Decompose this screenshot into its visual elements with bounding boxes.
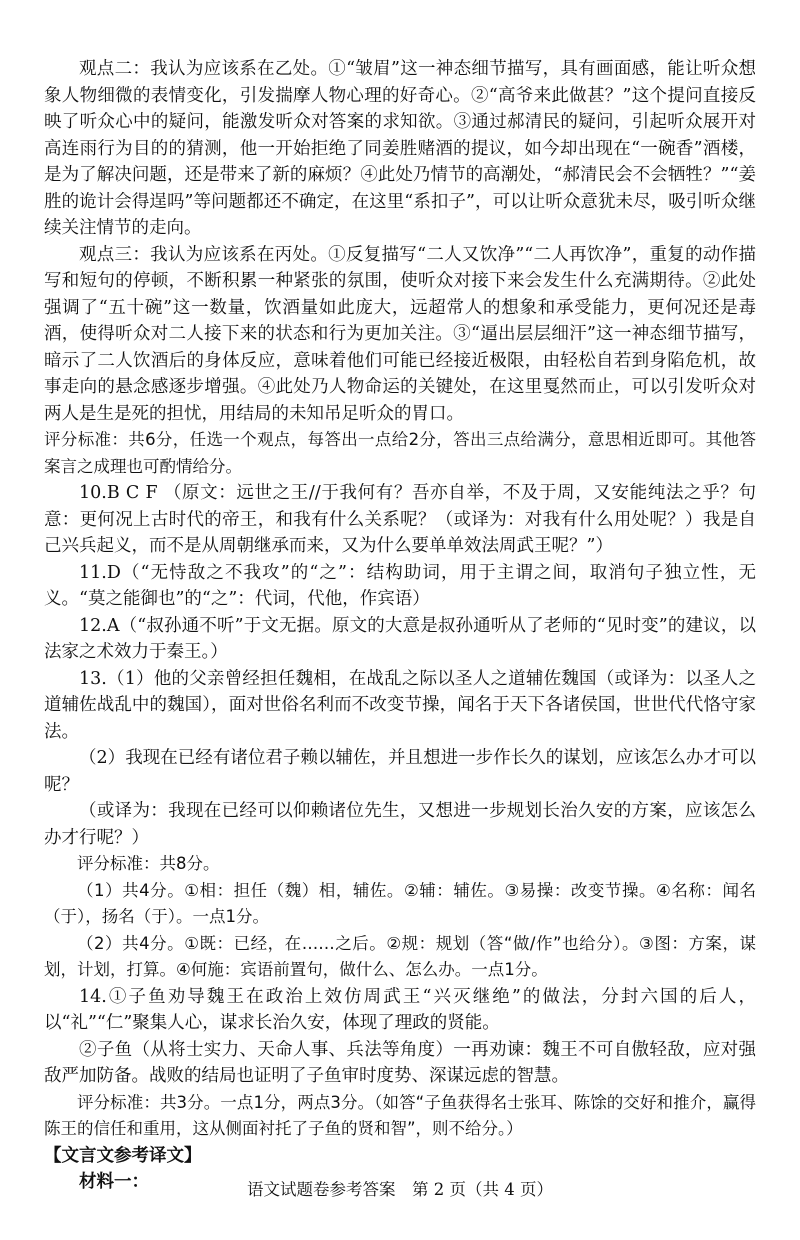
scoring-q13-part2: （2）共4分。①既：已经，在……之后。②规：规划（答“做/作”也给分）。③图：方案，谋划，计划，打算。④何施：宾语前置句，做什么、怎么办。一点1分。 (44, 933, 756, 979)
section-heading-translation: 【文言文参考译文】 (44, 1145, 202, 1166)
answer-q14-point2: ②子鱼（从将士实力、天命人事、兵法等角度）一再劝谏：魏王不可自傲轻敌，应对强敌严加防备。战败的结局也证明了子鱼审时度势、深谋远虑的智慧。 (44, 1039, 756, 1086)
answer-q13-part2-alt: （或译为：我现在已经可以仰赖诸位先生，又想进一步规划长治久安的方案，应该怎么办才行呢？） (44, 801, 756, 848)
scoring-standard-q9: 评分标准：共6分，任选一个观点，每答出一点给2分，答出三点给满分，意思相近即可。其他答案言之成理也可酌情给分。 (44, 430, 756, 476)
answer-q10: 10.B C F （原文：远世之王//于我何有？吾亦自举，不及于周，又安能纯法之乎？句意：更何况上古时代的帝王，和我有什么关系呢？（或译为：对我有什么用处呢？）我是自己兴兵起义，而不是从周朝继承而来，又为什么要单单效法周武王呢？”） (44, 483, 756, 556)
scoring-standard-q13: 评分标准：共8分。 (77, 854, 220, 873)
paragraph-view-3: 观点三：我认为应该系在丙处。①反复描写“二人又饮净”“二人再饮净”，重复的动作描写和短句的停顿，不断积累一种紧张的氛围，使听众对接下来会发生什么充满期待。②此处强调了“五十碗”这一数量，饮酒量如此庞大，远超常人的想象和承受能力，更何况还是毒酒，使得听众对二人接下来的状态和行为更加关注。③“逼出层层细汗”这一神态细节描写，暗示了二人饮酒后的身体反应，意味着他们可能已经接近极限，由轻松自若到身陷危机，故事走向的悬念感逐步增强。④此处乃人物命运的关键处，在这里戛然而止，可以引发听众对两人是生是死的担忧，用结局的未知吊足听众的胃口。 (44, 244, 756, 424)
page-footer: 语文试题卷参考答案 第 2 页（共 4 页） (247, 1180, 553, 1199)
paragraph-view-2: 观点二：我认为应该系在乙处。①“皱眉”这一神态细节描写，具有画面感，能让听众想象人物细微的表情变化，引发揣摩人物心理的好奇心。②“高爷来此做甚？”这个提问直接反映了听众心中的疑问，能激发听众对答案的求知欲。③通过郝清民的疑问，引起听众展开对高连雨行为目的的猜测，他一开始拒绝了同姜胜赌酒的提议，如今却出现在“一碗香”酒楼，是为了解决问题，还是带来了新的麻烦？④此处乃情节的高潮处，“郝清民会不会牺牲？”“姜胜的诡计会得逞吗”等问题都还不确定，在这里“系扣子”，可以让听众意犹未尽，吸引听众继续关注情节的走向。 (44, 59, 756, 238)
scoring-standard-q14: 评分标准：共3分。一点1分，两点3分。（如答“子鱼获得名士张耳、陈馀的交好和推介，赢得陈王的信任和重用，这从侧面衬托了子鱼的贤和智”，则不给分。） (44, 1092, 756, 1138)
scoring-q13-part1: （1）共4分。①相：担任（魏）相，辅佐。②辅：辅佐。③易操：改变节操。④名称：闻名（于），扬名（于）。一点1分。 (44, 880, 756, 926)
answer-q14-point1: 14.①子鱼劝导魏王在政治上效仿周武王“兴灭继绝”的做法，分封六国的后人，以“礼”“仁”聚集人心，谋求长治久安，体现了理政的贤能。 (44, 986, 756, 1033)
answer-q12: 12.A（“叔孙通不听”于文无据。原文的大意是叔孙通听从了老师的“见时变”的建议，以法家之术效力于秦王。） (44, 615, 756, 662)
material-one-heading: 材料一： (79, 1172, 149, 1192)
answer-content (44, 56, 756, 1196)
answer-q13-part1: 13.（1）他的父亲曾经担任魏相，在战乱之际以圣人之道辅佐魏国（或译为：以圣人之道辅佐战乱中的魏国），面对世俗名利而不改变节操，闻名于天下各诸侯国，世世代代恪守家法。 (44, 668, 756, 742)
answer-q11: 11.D（“无恃敌之不我攻”的“之”：结构助词，用于主谓之间，取消句子独立性，无义。“莫之能御也”的“之”：代词，代他，作宾语） (44, 562, 756, 609)
answer-q13-part2: （2）我现在已经有诸位君子赖以辅佐，并且想进一步作长久的谋划，应该怎么办才可以呢？ (44, 748, 756, 795)
